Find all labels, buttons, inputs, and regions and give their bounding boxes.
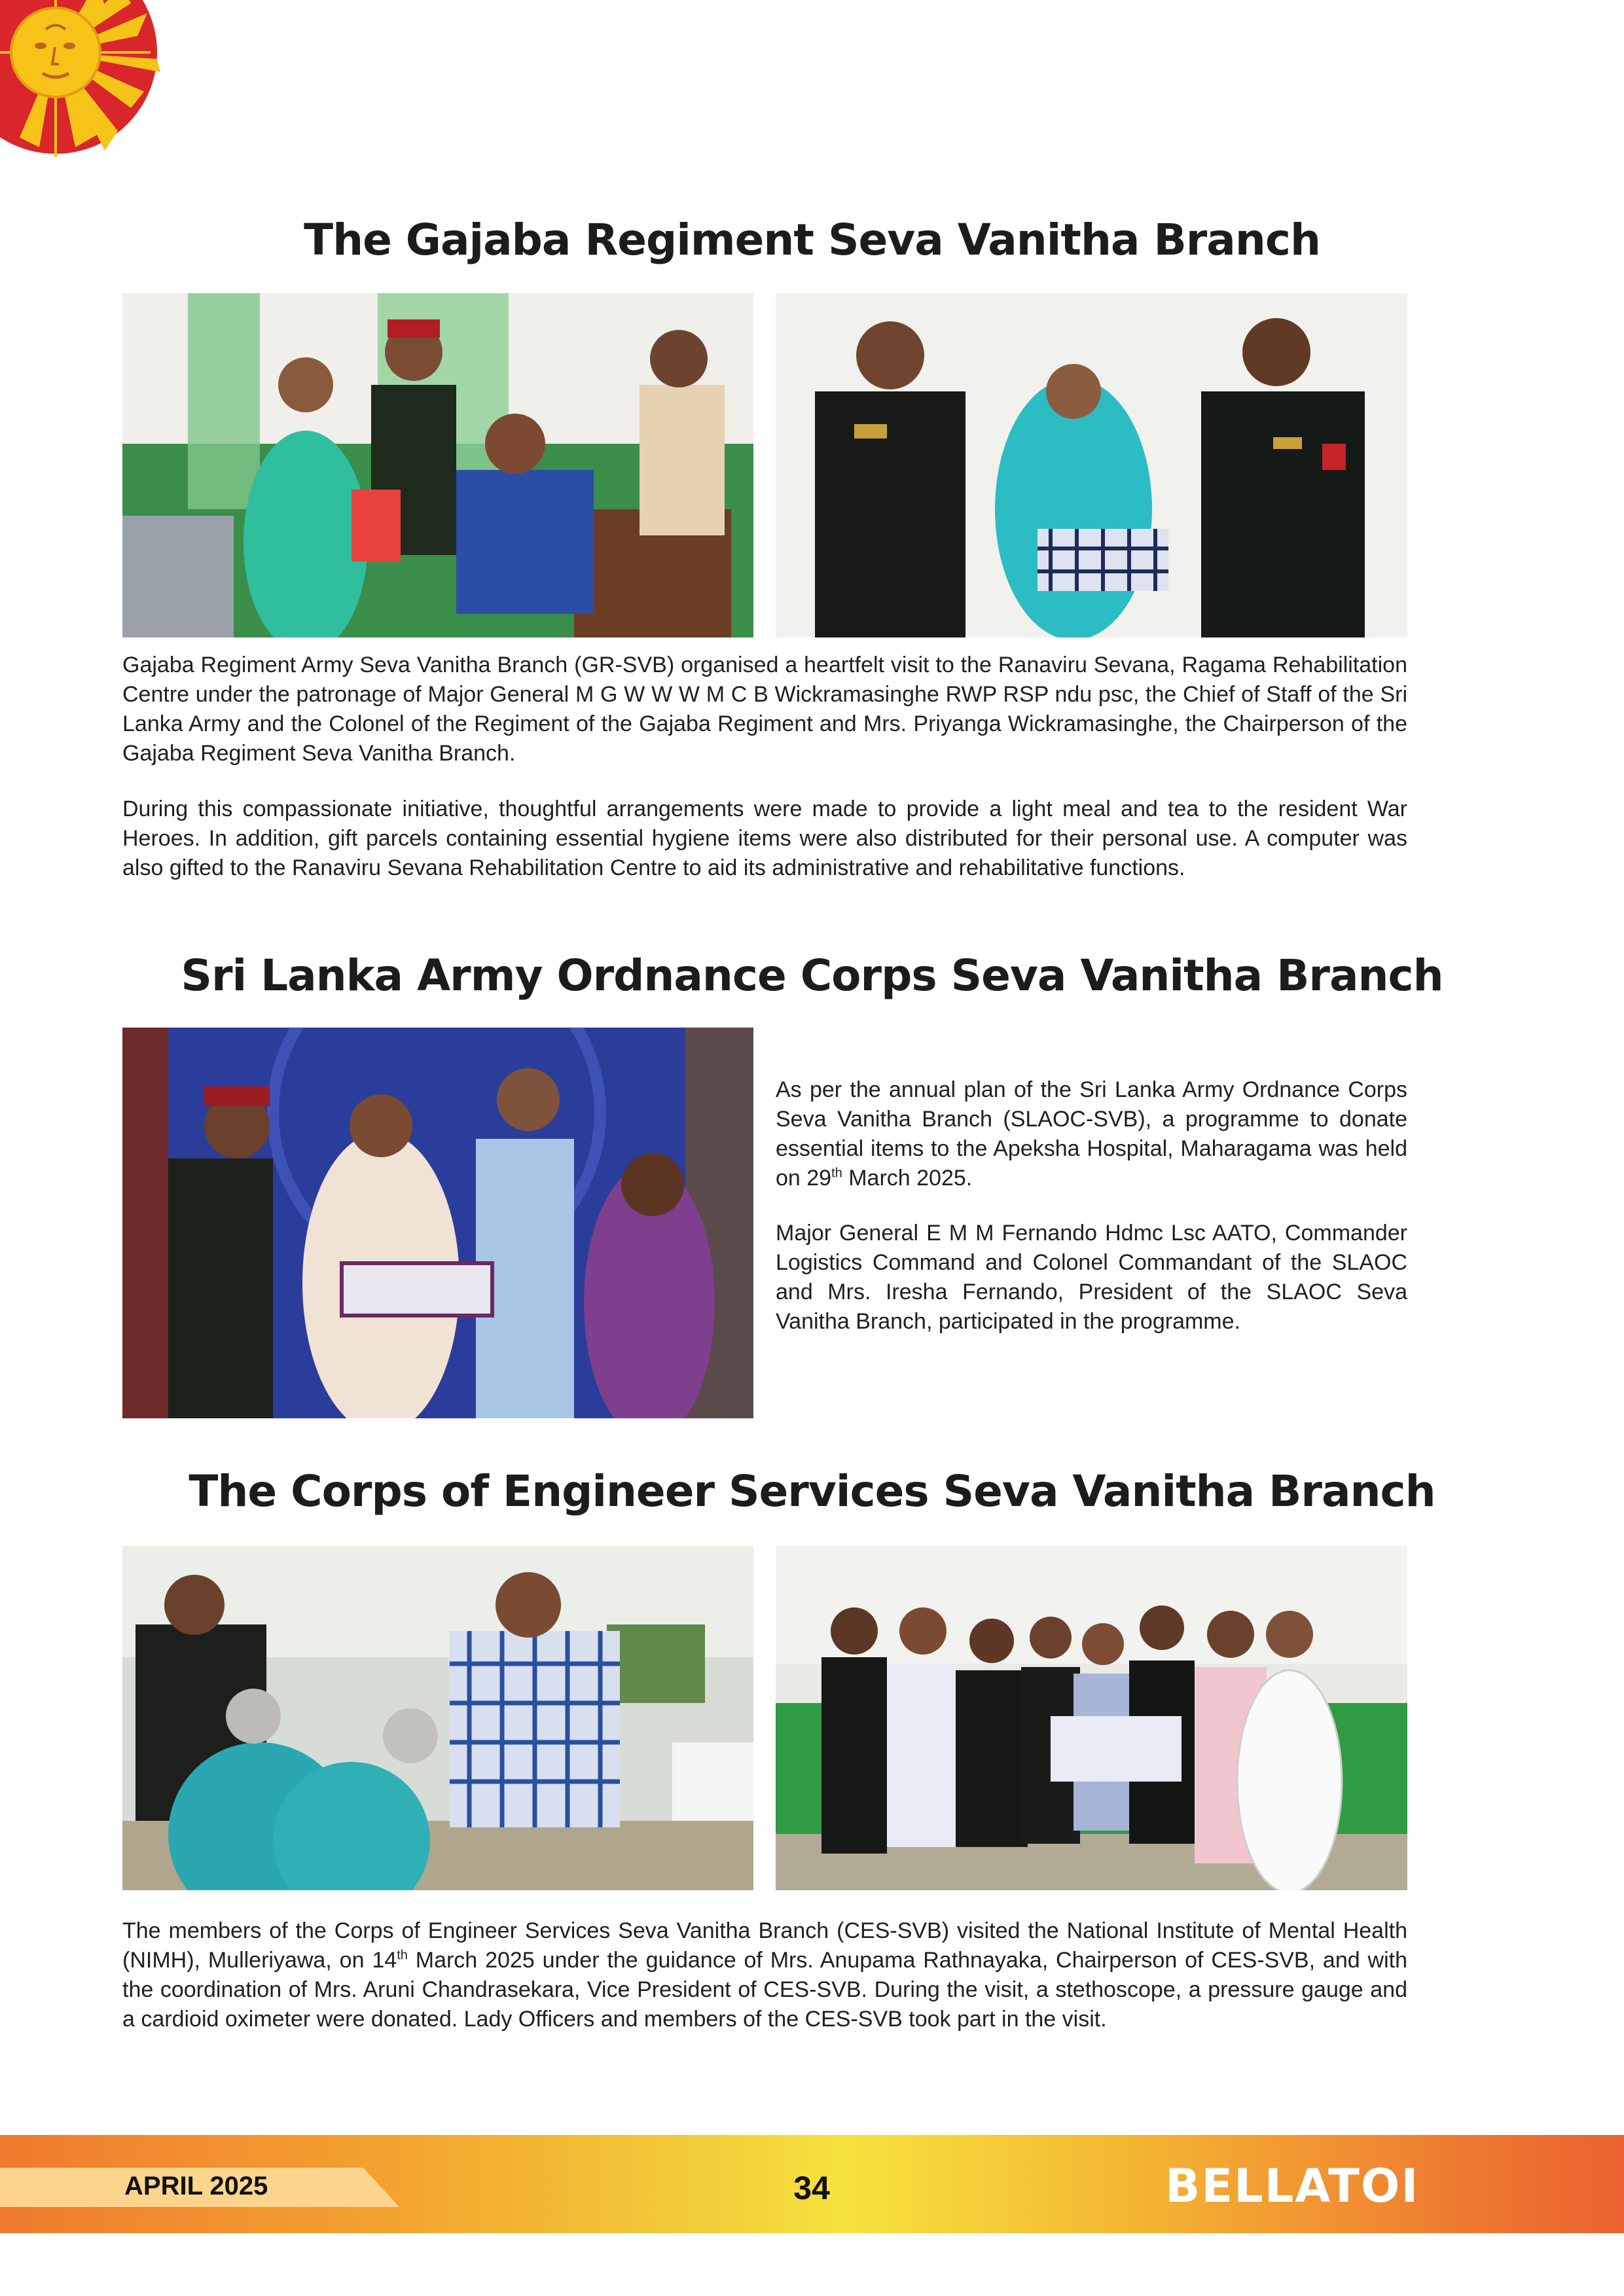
section-title-ordnance: Sri Lanka Army Ordnance Corps Seva Vanitha Branch: [181, 950, 1443, 1001]
sun-emblem-logo: [0, 0, 177, 177]
ordnance-date-suffix: th: [831, 1166, 842, 1181]
section-title-gajaba: The Gajaba Regiment Seva Vanitha Branch: [304, 215, 1320, 265]
photo-gajaba-gift-presentation: [122, 293, 753, 637]
bellator-logo-text: BELLATOR: [1165, 2160, 1414, 2212]
photo-engineer-hospital-visit: [122, 1546, 753, 1890]
section-title-engineer-services: The Corps of Engineer Services Seva Vanitha Branch: [189, 1466, 1435, 1516]
photo-engineer-group-donation: [776, 1546, 1407, 1890]
ordnance-paragraph-1: [776, 1075, 1407, 1193]
engineer-paragraph-end: March 2025 under the guidance of Mrs. Anupama Rathnayaka, Chairperson of CES-SVB, and with the coordination of Mrs. Aruni Chandrasekara, Vice President of CES-SVB. During the visit, a stethoscope, a pressure gauge and a cardioid oximeter were donated. Lady Officers and members of the CES-SVB took part in the visit.: [122, 1948, 1407, 2032]
bellator-logo: [1165, 2160, 1414, 2212]
engineer-paragraph-text: The members of the Corps of Engineer Services Seva Vanitha Branch (CES-SVB) visited the National Institute of Mental Health (NIMH), Mulleriyawa, on 14: [122, 1918, 1407, 1973]
gajaba-paragraph-1: Gajaba Regiment Army Seva Vanitha Branch (GR-SVB) organised a heartfelt visit to the Ranaviru Sevana, Ragama Rehabilitation Centre under the patronage of Major General M G W W W M C B Wickramasinghe RWP RSP ndu psc, the Chief of Staff of the Sri Lanka Army and the Colonel of the Regiment of the Gajaba Regiment and Mrs. Priyanga Wickramasinghe, the Chairperson of the Gajaba Regiment Seva Vanitha Branch.: [122, 653, 1407, 766]
ordnance-paragraph-1-end: March 2025.: [842, 1166, 973, 1191]
photo-gajaba-parcel-handover: [776, 293, 1407, 637]
ordnance-paragraph-1-text: As per the annual plan of the Sri Lanka Army Ordnance Corps Seva Vanitha Branch (SLAOC-SVB), a programme to donate essential items to the Apeksha Hospital, Maharagama was held on 29: [776, 1077, 1407, 1191]
footer-date: APRIL 2025: [124, 2172, 268, 2200]
page-number: 34: [793, 2170, 830, 2206]
gajaba-paragraph-2: During this compassionate initiative, thoughtful arrangements were made to provide a light meal and tea to the resident War Heroes. In addition, gift parcels containing essential hygiene items were also distributed for their personal use. A computer was also gifted to the Ranaviru Sevana Rehabilitation Centre to aid its administrative and rehabilitative functions.: [122, 797, 1407, 880]
engineer-date-suffix: th: [397, 1948, 408, 1963]
ordnance-paragraph-2: Major General E M M Fernando Hdmc Lsc AATO, Commander Logistics Command and Colonel Commandant of the SLAOC and Mrs. Iresha Fernando, President of the SLAOC Seva Vanitha Branch, participated in the programme.: [776, 1221, 1407, 1334]
photo-ordnance-donation: [122, 1028, 753, 1418]
engineer-paragraph: [122, 1916, 1407, 2034]
